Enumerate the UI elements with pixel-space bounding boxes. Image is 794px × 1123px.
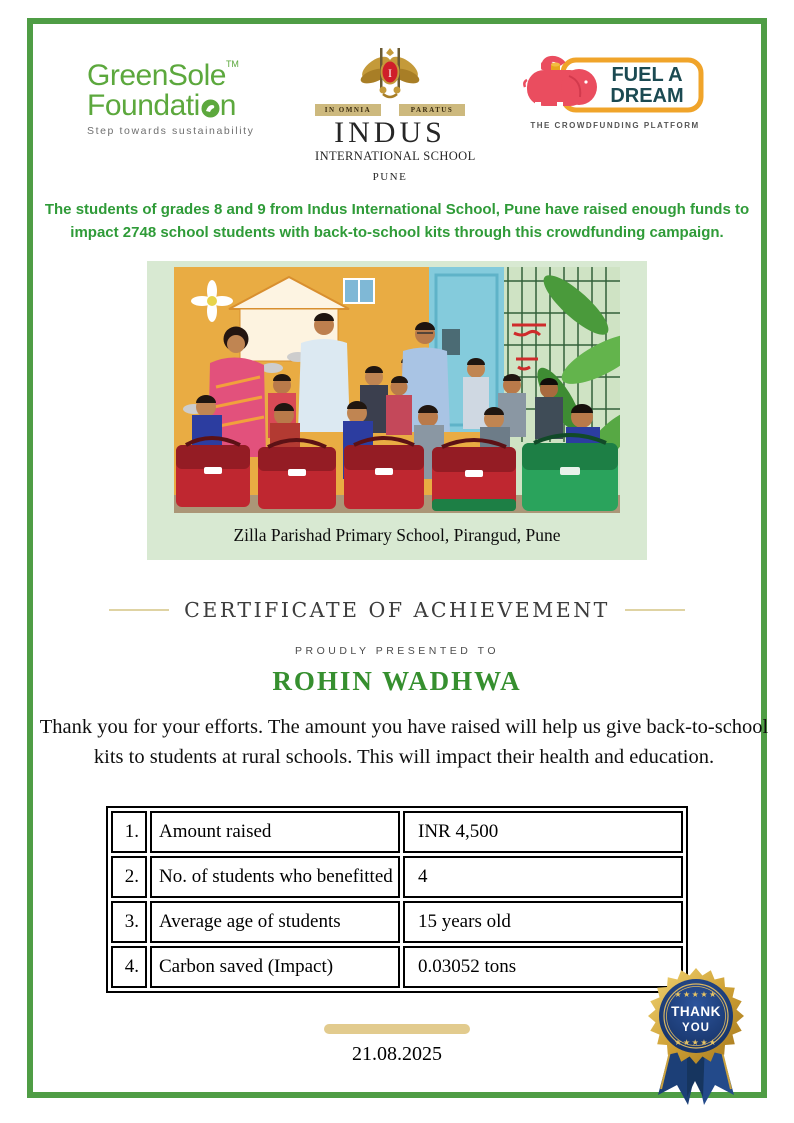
school-kit-bags [176,435,618,511]
table-row [111,856,683,898]
svg-text:FUEL A: FUEL A [611,64,683,86]
logo-header [33,24,761,183]
indus-subtitle: INTERNATIONAL SCHOOL [315,148,476,163]
indus-logo [315,46,476,183]
presented-to-label: PROUDLY PRESENTED TO [294,645,499,657]
indus-crest-icon [354,46,426,108]
table-row [111,811,683,853]
photo-caption: Zilla Parishad Primary School, Pirangud, Pune [233,525,561,545]
left-rule [109,609,169,611]
svg-text:I: I [388,66,392,80]
fueladream-tagline: THE CROWDFUNDING PLATFORM [530,121,700,130]
motto-right: PARATUS [399,104,465,116]
fueladream-logo [523,54,707,130]
svg-text:★★★★★: ★★★★★ [674,1038,718,1047]
foundation-text-b: n [219,88,236,122]
gold-divider-bar [324,1024,470,1034]
campaign-summary: The students of grades 8 and 9 from Indus International School, Pune have raised enough funds to impact 2748 school students with back-to-school kits through this crowdfunding campaign. [44,200,750,241]
table-row [111,946,683,988]
row-value: 0.03052 tons [403,946,683,988]
row-label: Carbon saved (Impact) [150,946,400,988]
row-number: 1. [111,811,147,853]
indus-motto [315,104,465,116]
shoe-in-o-icon [201,99,220,118]
recipient-name: ROHIN WADHWA [272,666,522,696]
row-value: 15 years old [403,901,683,943]
indus-city: PUNE [372,170,408,183]
certificate-title: CERTIFICATE OF ACHIEVEMENT [184,598,610,622]
table-row [111,901,683,943]
school-photo [174,267,620,513]
svg-text:YOU: YOU [682,1022,710,1034]
svg-text:DREAM: DREAM [610,85,684,107]
green-border-frame [27,18,767,1098]
svg-text:★★★★★: ★★★★★ [674,990,718,999]
greensole-logo [87,60,257,137]
row-number: 2. [111,856,147,898]
row-label: Amount raised [150,811,400,853]
row-number: 3. [111,901,147,943]
certificate-date: 21.08.2025 [352,1043,442,1065]
photo-card [147,261,647,560]
motto-left: IN OMNIA [315,104,381,116]
greensole-name [87,60,257,91]
indus-name: INDUS [334,116,446,149]
row-label: No. of students who benefitted [150,856,400,898]
greensole-name-text: GreenSole [87,59,226,92]
trademark-symbol: TM [225,59,239,69]
greensole-tagline: Step towards sustainability [87,124,255,137]
svg-text:THANK: THANK [671,1004,721,1019]
foundation-text-a: Foundati [87,88,200,122]
row-value: INR 4,500 [403,811,683,853]
thank-you-message: Thank you for your efforts. The amount you have raised will help us give back-to-school kits to students at rural schools. This will impact their health and education. [39,716,769,769]
row-number: 4. [111,946,147,988]
fueladream-elephant-icon [523,54,707,118]
impact-stats-table [106,806,688,993]
row-value: 4 [403,856,683,898]
row-label: Average age of students [150,901,400,943]
thank-you-ribbon-icon [643,959,749,1111]
right-rule [625,609,685,611]
thank-you-badge [643,959,749,1111]
greensole-foundation [87,88,257,122]
certificate-title-row [109,598,685,622]
